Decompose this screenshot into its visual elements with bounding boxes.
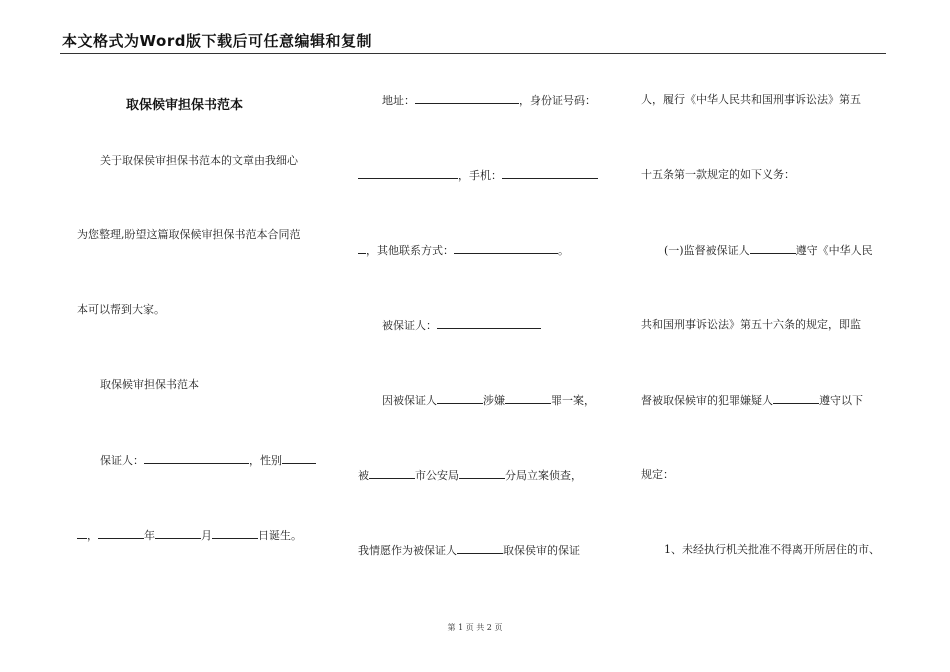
obligation-line-7: 1、未经执行机关批准不得离开所居住的市、 — [664, 543, 880, 556]
birth-year-blank — [98, 528, 144, 539]
birth-suffix: 日诞生。 — [258, 529, 302, 542]
document-title: 取保候审担保书范本 — [126, 98, 244, 113]
comply-text: 遵守《中华人民 — [795, 244, 873, 257]
other-contact-blank — [454, 243, 558, 254]
guarantor-line — [100, 453, 316, 468]
supervise-person-blank — [750, 243, 796, 254]
subtitle-line: 取保候审担保书范本 — [100, 378, 199, 391]
year-label: 年 — [144, 529, 155, 542]
obligation-line-2: 十五条第一款规定的如下义务： — [641, 168, 795, 181]
suspect-blank — [773, 393, 819, 404]
case-text-3: 罪一案， — [551, 394, 595, 407]
suspect-text: 督被取保候审的犯罪嫌疑人 — [641, 394, 773, 407]
period: 。 — [558, 244, 569, 257]
case-text-1: 因被保证人 — [382, 394, 437, 407]
willing-line — [358, 543, 580, 558]
birth-prefix-blank — [77, 528, 87, 539]
month-label: 月 — [201, 529, 212, 542]
willing-text-1: 我情愿作为被保证人 — [358, 544, 457, 557]
following-text: 遵守以下 — [819, 394, 863, 407]
download-banner: 本文格式为Word版下载后可任意编辑和复制 — [62, 32, 372, 50]
birth-prefix: ， — [87, 529, 98, 542]
other-contact-line — [358, 243, 569, 258]
police-line — [358, 468, 582, 483]
phone-label: ，手机： — [458, 169, 502, 182]
phone-cont-blank — [358, 243, 366, 254]
branch-blank — [459, 468, 505, 479]
obligation-line-5 — [641, 393, 863, 408]
gender-label: ，性别 — [249, 454, 282, 467]
intro-line-2: 为您整理,盼望这篇取保候审担保书范本合同范 — [77, 228, 301, 241]
address-label: 地址： — [382, 94, 415, 107]
obligation-line-1: 人，履行《中华人民共和国刑事诉讼法》第五 — [641, 93, 861, 106]
banner-divider — [60, 53, 886, 54]
birth-month-blank — [155, 528, 201, 539]
willing-person-blank — [457, 543, 503, 554]
id-number-blank — [358, 168, 458, 179]
city-blank — [369, 468, 415, 479]
guarantor-name-blank — [144, 453, 249, 464]
other-contact-label: ，其他联系方式： — [366, 244, 454, 257]
guaranteed-name-blank — [437, 318, 541, 329]
crime-blank — [505, 393, 551, 404]
obligation-line-3 — [664, 243, 873, 258]
address-line — [382, 93, 596, 108]
branch-text: 分局立案侦查， — [505, 469, 582, 482]
intro-line-1: 关于取保侯审担保书范本的文章由我细心 — [100, 154, 298, 167]
intro-line-3: 本可以帮到大家。 — [77, 303, 165, 316]
phone-blank — [502, 168, 598, 179]
police-text: 市公安局 — [415, 469, 459, 482]
id-label: ，身份证号码： — [519, 94, 596, 107]
birth-date-line — [77, 528, 302, 543]
case-line — [382, 393, 595, 408]
supervise-text: (一)监督被保证人 — [664, 244, 750, 257]
willing-text-2: 取保侯审的保证 — [503, 544, 580, 557]
case-text-2: 涉嫌 — [483, 394, 505, 407]
guarantor-label: 保证人： — [100, 454, 144, 467]
guaranteed-person-line — [382, 318, 541, 333]
obligation-line-4: 共和国刑事诉讼法》第五十六条的规定，即监 — [641, 318, 861, 331]
page-number: 第 1 页 共 2 页 — [447, 623, 503, 632]
case-person-blank — [437, 393, 483, 404]
bei-text: 被 — [358, 469, 369, 482]
birth-day-blank — [212, 528, 258, 539]
id-phone-line — [358, 168, 598, 183]
gender-blank — [282, 453, 316, 464]
address-blank — [415, 93, 519, 104]
obligation-line-6: 规定： — [641, 468, 674, 481]
guaranteed-label: 被保证人： — [382, 319, 437, 332]
